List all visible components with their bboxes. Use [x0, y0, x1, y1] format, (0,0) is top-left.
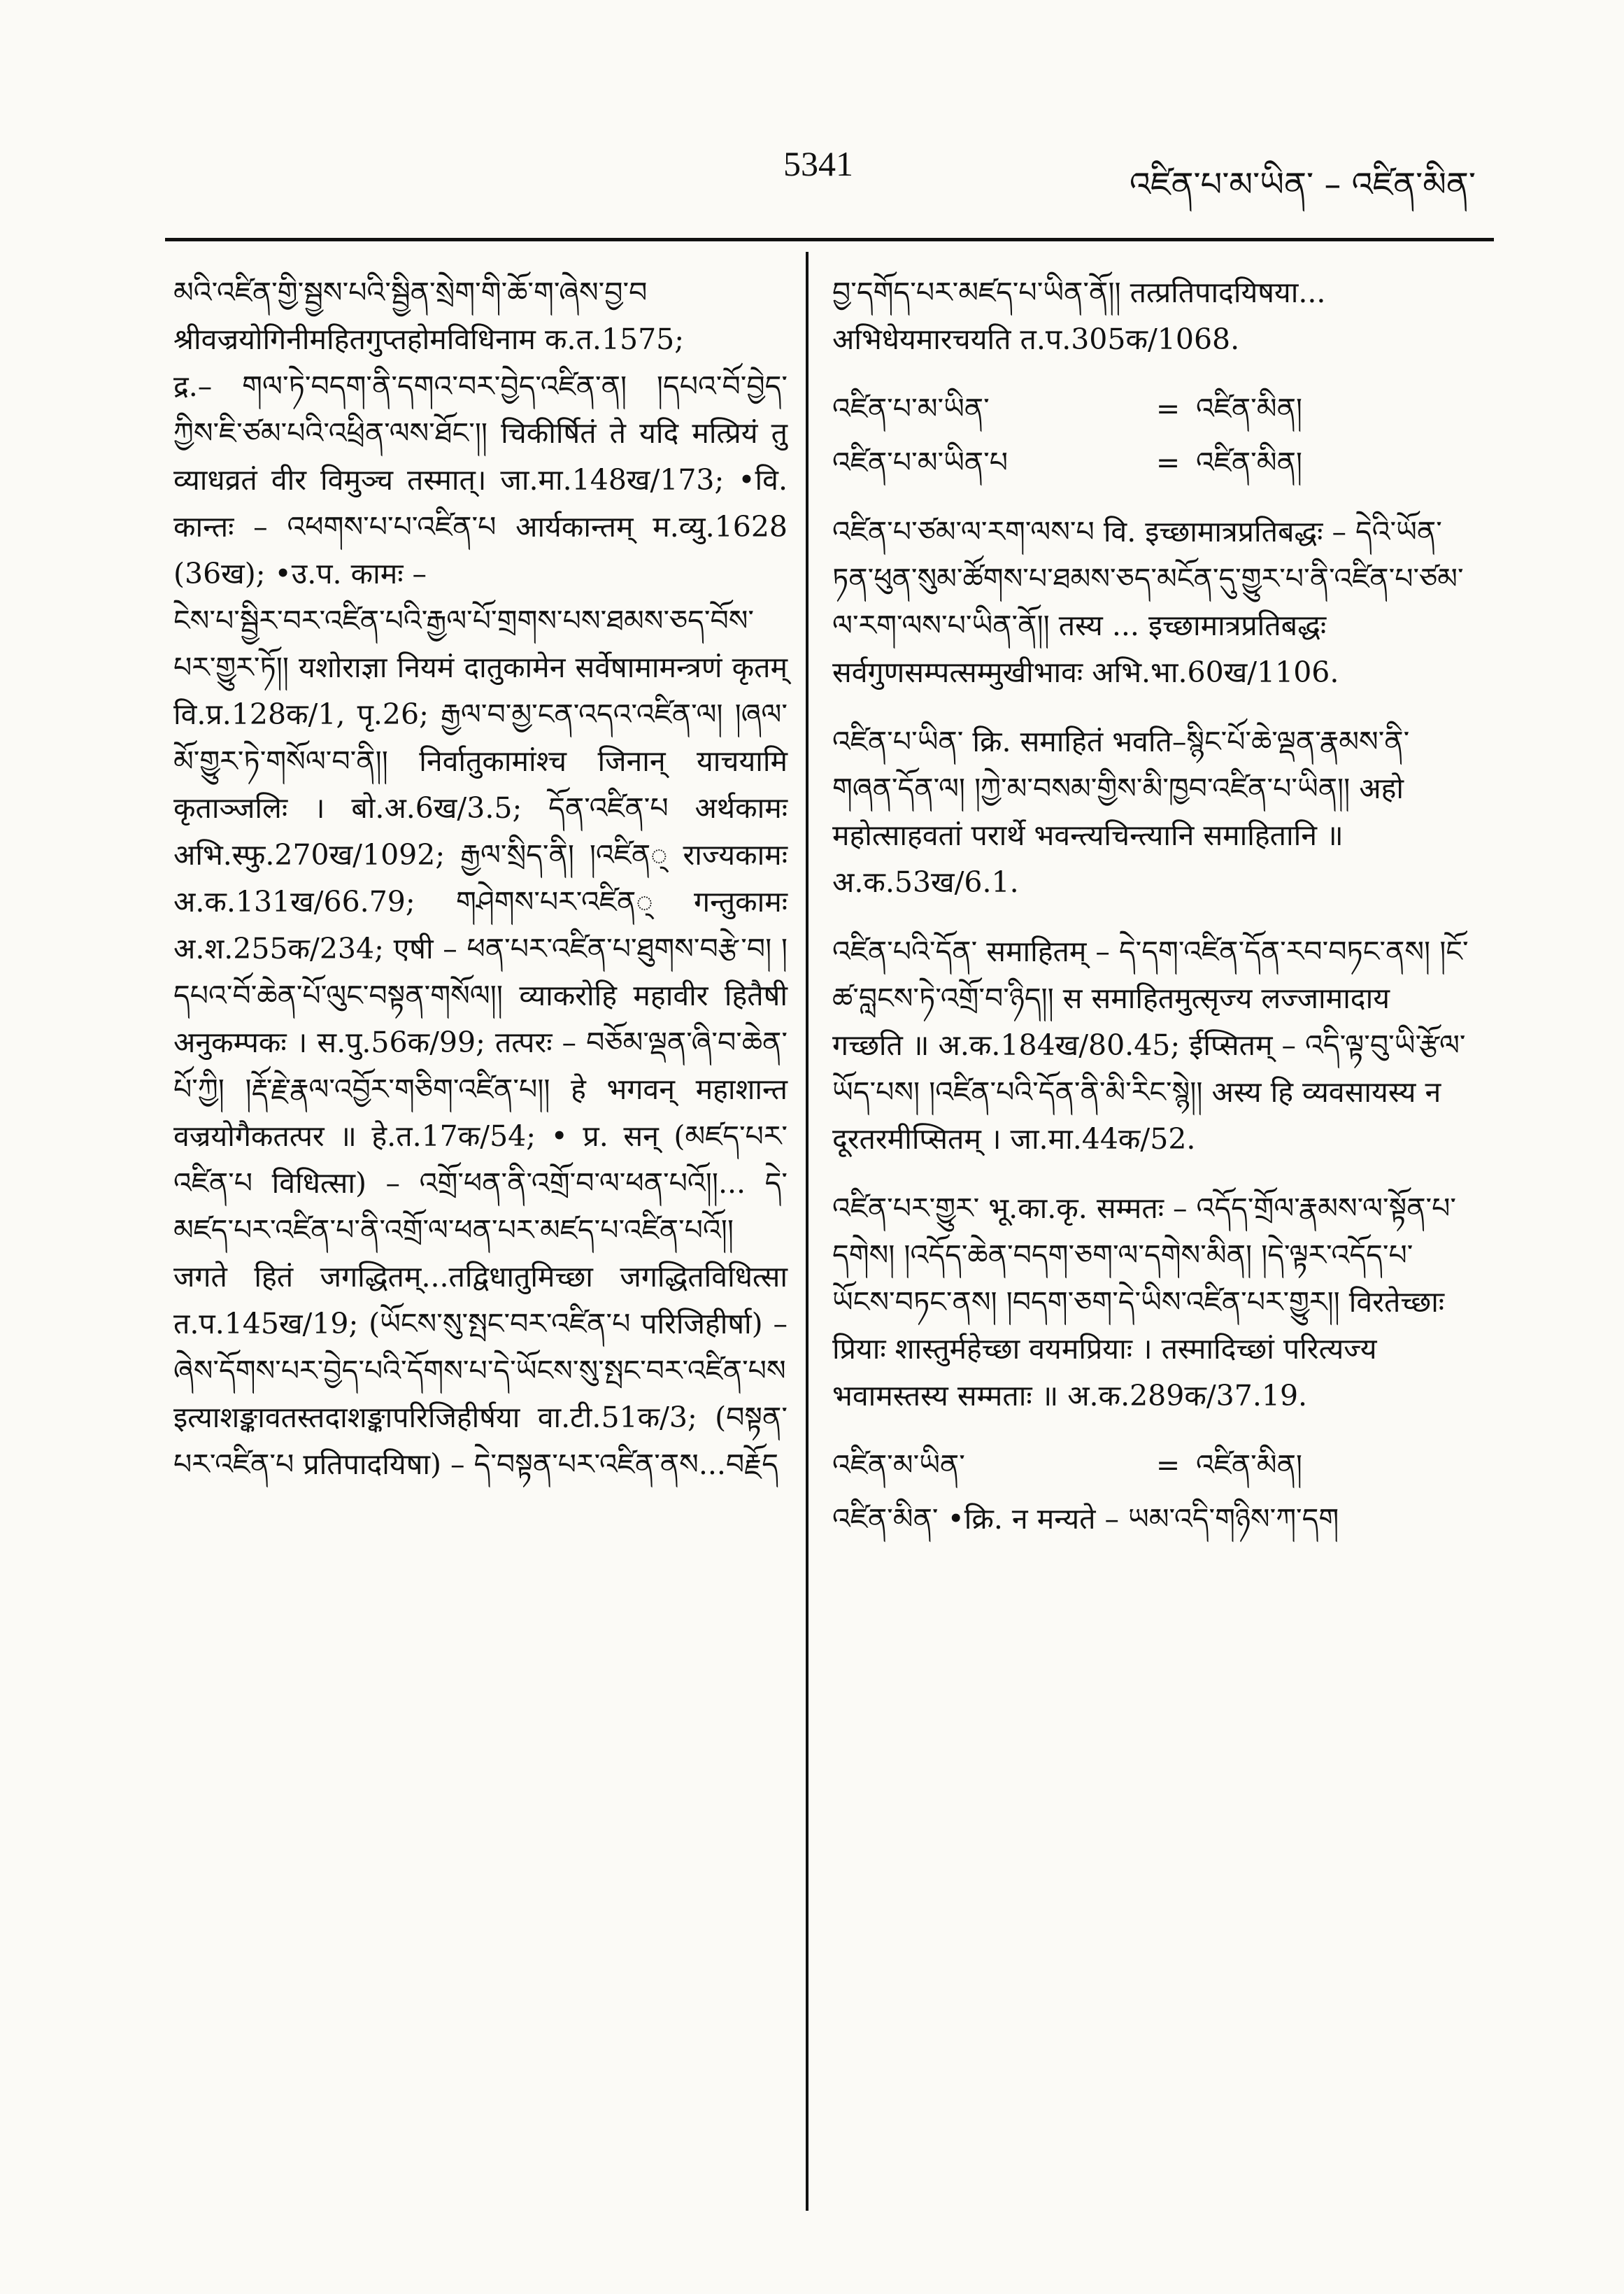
- equivalence-ref: འཛིན་མིན།: [1196, 392, 1303, 425]
- equivalence-sign: =: [1155, 1448, 1181, 1482]
- equivalence-sign: =: [1155, 446, 1181, 479]
- equivalence-ref: འཛིན་མིན།: [1196, 1448, 1303, 1482]
- equivalence-term: འཛིན་མ་ཡིན་: [832, 1448, 965, 1482]
- column-rule: [806, 252, 809, 2211]
- equivalence-row: [832, 385, 1469, 432]
- continuation-text: བྱ་དགོད་པར་མཛད་པ་ཡིན་ནོ།། तत्प्रतिपादयिषया... अभिधेयमारचयति त.प.305क/1068.: [832, 276, 1326, 356]
- right-column: [832, 269, 1469, 1565]
- dictionary-entry: འཛིན་པའི་དོན་ समाहितम् – དེ་དག་འཛིན་དོན་རབ་བཏང་ནས། །ངོ་ཚ་བླངས་ཏེ་འགྲོ་བ་ཉིད།། स समाहितमुत्सृज्य लज्जामादाय गच्छति ॥ अ.क.184ख/80.45; ईप्सितम् – འདི་ལྟ་བུ་ཡི་རྩོལ་ཡོད་པས། །འཛིན་པའི་དོན་ནི་མི་རིང་སྙེ།། अस्य हि व्यवसायस्य न दूरतरमीप्सितम् । जा.मा.44क/52.: [832, 935, 1469, 1156]
- page-number: 5341: [783, 144, 853, 183]
- dictionary-entry: འཛིན་མིན་ •क्रि. न मन्यते – ཡམ་འདི་གཉིས་ཀ་དག: [832, 1502, 1339, 1536]
- equivalence-term: འཛིན་པ་མ་ཡིན་: [832, 392, 990, 425]
- header-rule: [165, 238, 1494, 241]
- left-paragraph: ངེས་པ་སྦྱིར་བར་འཛིན་པའི་རྒྱལ་པོ་གྲགས་པས་ཐམས་ཅད་བོས་པར་གྱུར་ཏོ།། यशोराज्ञा नियमं दातुकामेन सर्वेषामामन्त्रणं कृतम् वि.प्र.128क/1, पृ.26; རྒྱལ་བ་མྱ་ངན་འདའ་འཛིན་ལ། །ཞལ་མོ་གྱུར་ཏེ་གསོལ་བ་ནི།། निर्वातुकामांश्च जिनान् याचयामि कृताञ्जलिः । बो.अ.6ख/3.5; དོན་འཛིན་པ अर्थकामः अभि.स्फु.270ख/1092; རྒྱལ་སྲིད་ནི། །འཛིན् राज्यकामः अ.क.131ख/66.79; གཤེགས་པར་འཛིན् गन्तुकामः अ.श.255क/234; एषी – ཕན་པར་འཛིན་པ་ཐུགས་བརྩེ་བ། །དཔའ་བོ་ཆེན་པོ་ལུང་བསྟན་གསོལ།། व्याकरोहि महावीर हितैषी अनुकम्पकः । स.पु.56क/99; तत्परः – བཅོམ་ལྡན་ཞི་བ་ཆེན་པོ་ཀྱི། །རྡོ་རྗེ་རྣལ་འབྱོར་གཅིག་འཛིན་པ།། हे भगवन् महाशान्त वज्रयोगैकतत्पर ॥ हे.त.17क/54; • प्र. सन् (མཛད་པར་འཛིན་པ विधित्सा) – འགྲོ་ཕན་ནི་འགྲོ་བ་ལ་ཕན་པའོ།།... དེ་མཛད་པར་འཛིན་པ་ནི་འགྲོ་ལ་ཕན་པར་མཛད་པ་འཛིན་པའོ།། जगते हितं जगद्धितम्...तद्विधातुमिच्छा जगद्धितविधित्सा त.प.145ख/19; (ཡོངས་སུ་སྤང་བར་འཛིན་པ परिजिहीर्षा) – ཞེས་དོགས་པར་བྱེད་པའི་དོགས་པ་དེ་ཡོངས་སུ་སྤང་བར་འཛིན་པས इत्याशङ्कावतस्तदाशङ्कापरिजिहीर्षया वा.टी.51क/3; (བསྟན་པར་འཛིན་པ प्रतिपादयिषा) – དེ་བསྟན་པར་འཛིན་ནས...བརྗོད: [173, 604, 788, 1481]
- dictionary-entry: འཛིན་པ་ཙམ་ལ་རག་ལས་པ वि. इच्छामात्रप्रतिबद्धः – དེའི་ཡོན་ཏན་ཕུན་སུམ་ཚོགས་པ་ཐམས་ཅད་མངོན་དུ་གྱུར་པ་ནི་འཛིན་པ་ཙམ་ལ་རག་ལས་པ་ཡིན་ནོ།། तस्य ... इच्छामात्रप्रतिबद्धः सर्वगुणसम्पत्सम्मुखीभावः अभि.भा.60ख/1106.: [832, 515, 1464, 689]
- equivalence-sign: =: [1155, 392, 1181, 425]
- left-column: [173, 269, 788, 1488]
- left-paragraph: द्र.– གལ་ཏེ་བདག་ནི་དགའ་བར་བྱེད་འཛིན་ན། །དཔའ་བོ་བྱེད་ཀྱིས་ཇི་ཙམ་པའི་འཕྲིན་ལས་ཐོང་།། चिकीर्षितं ते यदि मत्प्रियं तु व्याधव्रतं वीर विमुञ्च तस्मात्। जा.मा.148ख/173; •वि. कान्तः – འཕགས་པ་པ་འཛིན་པ आर्यकान्तम् म.व्यु.1628 (36ख); •उ.प. कामः –: [173, 369, 788, 590]
- equivalence-ref: འཛིན་མིན།: [1196, 446, 1303, 479]
- left-paragraph: མའི་འཛིན་གྱི་སྦྱས་པའི་སྦྱིན་སྲེག་གི་ཆོ་ག་ཞེས་བྱ་བ श्रीवज्रयोगिनीमहितगुप्तहोमविधिनाम क.त.1575;: [173, 276, 685, 356]
- running-head: འཛིན་པ་མ་ཡིན་ – འཛིན་མིན་: [1129, 165, 1476, 204]
- dictionary-entry: འཛིན་པ་ཡིན་ क्रि. समाहितं भवति–སྙིང་པོ་ཆེ་ལྡན་རྣམས་ནི་གཞན་དོན་ལ། །ཀྱེ་མ་བསམ་གྱིས་མི་ཁྱབ་འཛིན་པ་ཡིན།། अहो महोत्साहवतां परार्थे भवन्त्यचिन्त्यानि समाहितानि ॥ अ.क.53ख/6.1.: [832, 725, 1410, 899]
- equivalence-row: [832, 1442, 1469, 1489]
- equivalence-row: [832, 439, 1469, 486]
- dictionary-entry: འཛིན་པར་གྱུར་ भू.का.कृ. सम्मतः – འདོད་གྲོལ་རྣམས་ལ་སྟོན་པ་དགེས། །འདོད་ཆེན་བདག་ཅག་ལ་དགེས་མིན། །དེ་ལྟར་འདོད་པ་ཡོངས་བཏང་ནས། །བདག་ཅག་དེ་ཡིས་འཛིན་པར་གྱུར།། विरतेच्छाः प्रियाः शास्तुर्महेच्छा वयमप्रियाः । तस्मादिच्छां परित्यज्य भवामस्तस्य सम्मताः ॥ अ.क.289क/37.19.: [832, 1191, 1457, 1412]
- equivalence-term: འཛིན་པ་མ་ཡིན་པ: [832, 446, 1009, 479]
